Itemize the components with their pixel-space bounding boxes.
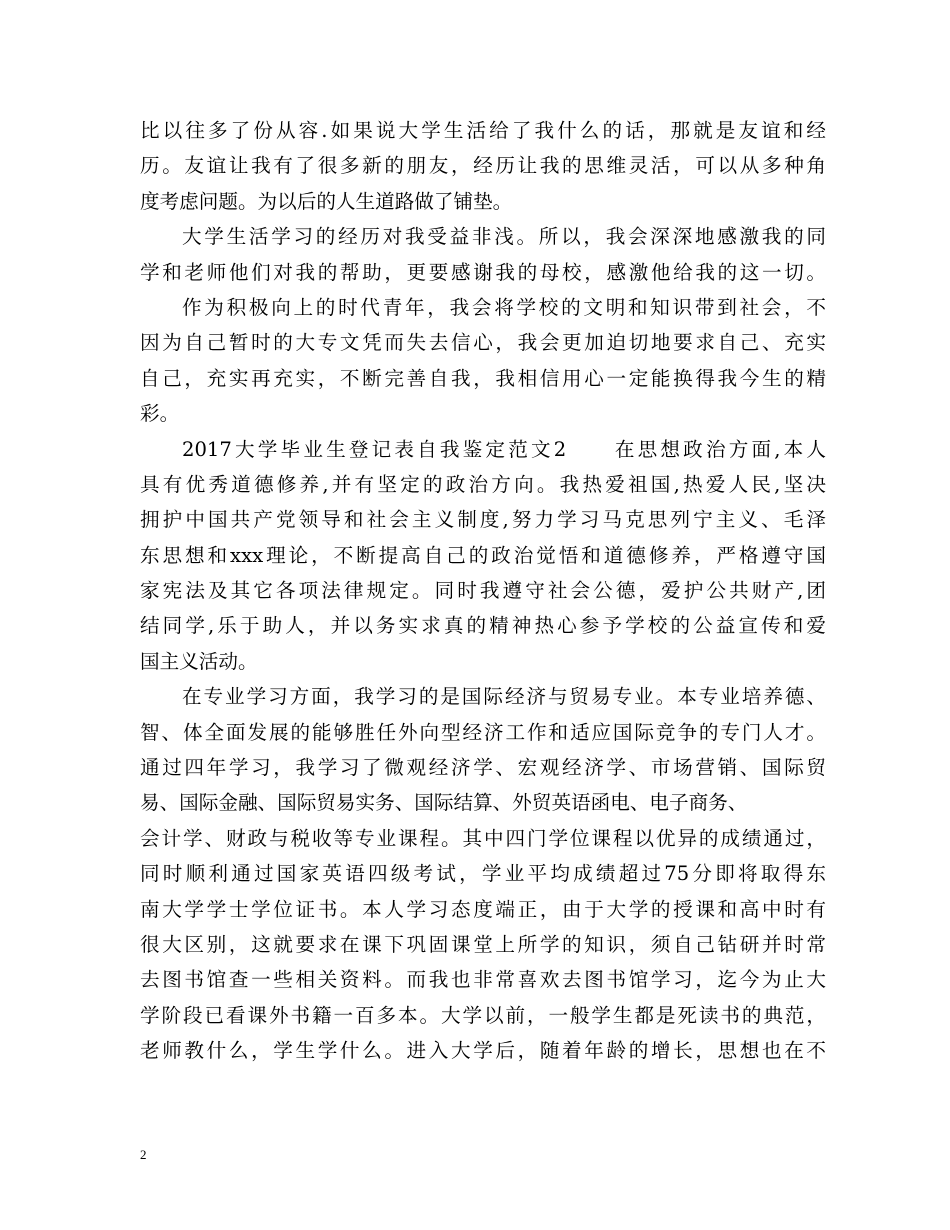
text-line: 通过四年学习，我学习了微观经济学、宏观经济学、市场营销、国际贸 — [140, 756, 826, 780]
text-line: 南大学学士学位证书。本人学习态度端正，由于大学的授课和高中时有 — [140, 897, 826, 921]
text-line: 会计学、财政与税收等专业课程。其中四门学位课程以优异的成绩通过， — [140, 826, 826, 850]
text-line: 具有优秀道德修养,并有坚定的政治方向。我热爱祖国,热爱人民,坚决 — [140, 472, 826, 496]
text-line: 2017大学毕业生登记表自我鉴定范文2 在思想政治方面,本人 — [182, 437, 826, 461]
text-line: 学和老师他们对我的帮助，更要感谢我的母校，感激他给我的这一切。 — [140, 260, 826, 284]
text-line: 易、国际金融、国际贸易实务、国际结算、外贸英语函电、电子商务、 — [140, 791, 748, 815]
text-line: 结同学,乐于助人，并以务实求真的精神热心参予学校的公益宣传和爱 — [140, 614, 826, 638]
text-line: 彩。 — [140, 402, 180, 426]
text-line: 智、体全面发展的能够胜任外向型经济工作和适应国际竞争的专门人才。 — [140, 720, 826, 744]
text-line: 自己，充实再充实，不断完善自我，我相信用心一定能换得我今生的精 — [140, 366, 826, 390]
text-line: 因为自己暂时的大专文凭而失去信心，我会更加迫切地要求自己、充实 — [140, 331, 826, 355]
text-line: 历。友谊让我有了很多新的朋友，经历让我的思维灵活，可以从多种角 — [140, 154, 826, 178]
text-line: 作为积极向上的时代青年，我会将学校的文明和知识带到社会，不 — [182, 295, 826, 319]
text-line: 比以往多了份从容.如果说大学生活给了我什么的话，那就是友谊和经 — [140, 119, 826, 142]
text-line: 去图书馆查一些相关资料。而我也非常喜欢去图书馆学习，迄今为止大 — [140, 968, 826, 992]
text-line: 学阶段已看课外书籍一百多本。大学以前，一般学生都是死读书的典范， — [140, 1003, 826, 1027]
text-line: 拥护中国共产党领导和社会主义制度,努力学习马克思列宁主义、毛泽 — [140, 508, 826, 532]
text-line: 很大区别，这就要求在课下巩固课堂上所学的知识，须自己钻研并时常 — [140, 932, 826, 956]
text-line: 大学生活学习的经历对我受益非浅。所以，我会深深地感激我的同 — [182, 225, 826, 249]
text-line: 同时顺利通过国家英语四级考试，学业平均成绩超过75分即将取得东 — [140, 862, 826, 886]
text-line: 国主义活动。 — [140, 649, 258, 673]
text-line: 东思想和xxx理论，不断提高自己的政治觉悟和道德修养，严格遵守国 — [140, 543, 826, 567]
text-line: 度考虑问题。为以后的人生道路做了铺垫。 — [140, 189, 513, 213]
text-line: 在专业学习方面，我学习的是国际经济与贸易专业。本专业培养德、 — [182, 685, 826, 709]
text-line: 老师教什么，学生学什么。进入大学后，随着年龄的增长，思想也在不 — [140, 1039, 826, 1063]
text-line: 家宪法及其它各项法律规定。同时我遵守社会公德，爱护公共财产,团 — [140, 579, 826, 603]
page-number: 2 — [140, 1147, 147, 1162]
body-text — [140, 113, 826, 1069]
